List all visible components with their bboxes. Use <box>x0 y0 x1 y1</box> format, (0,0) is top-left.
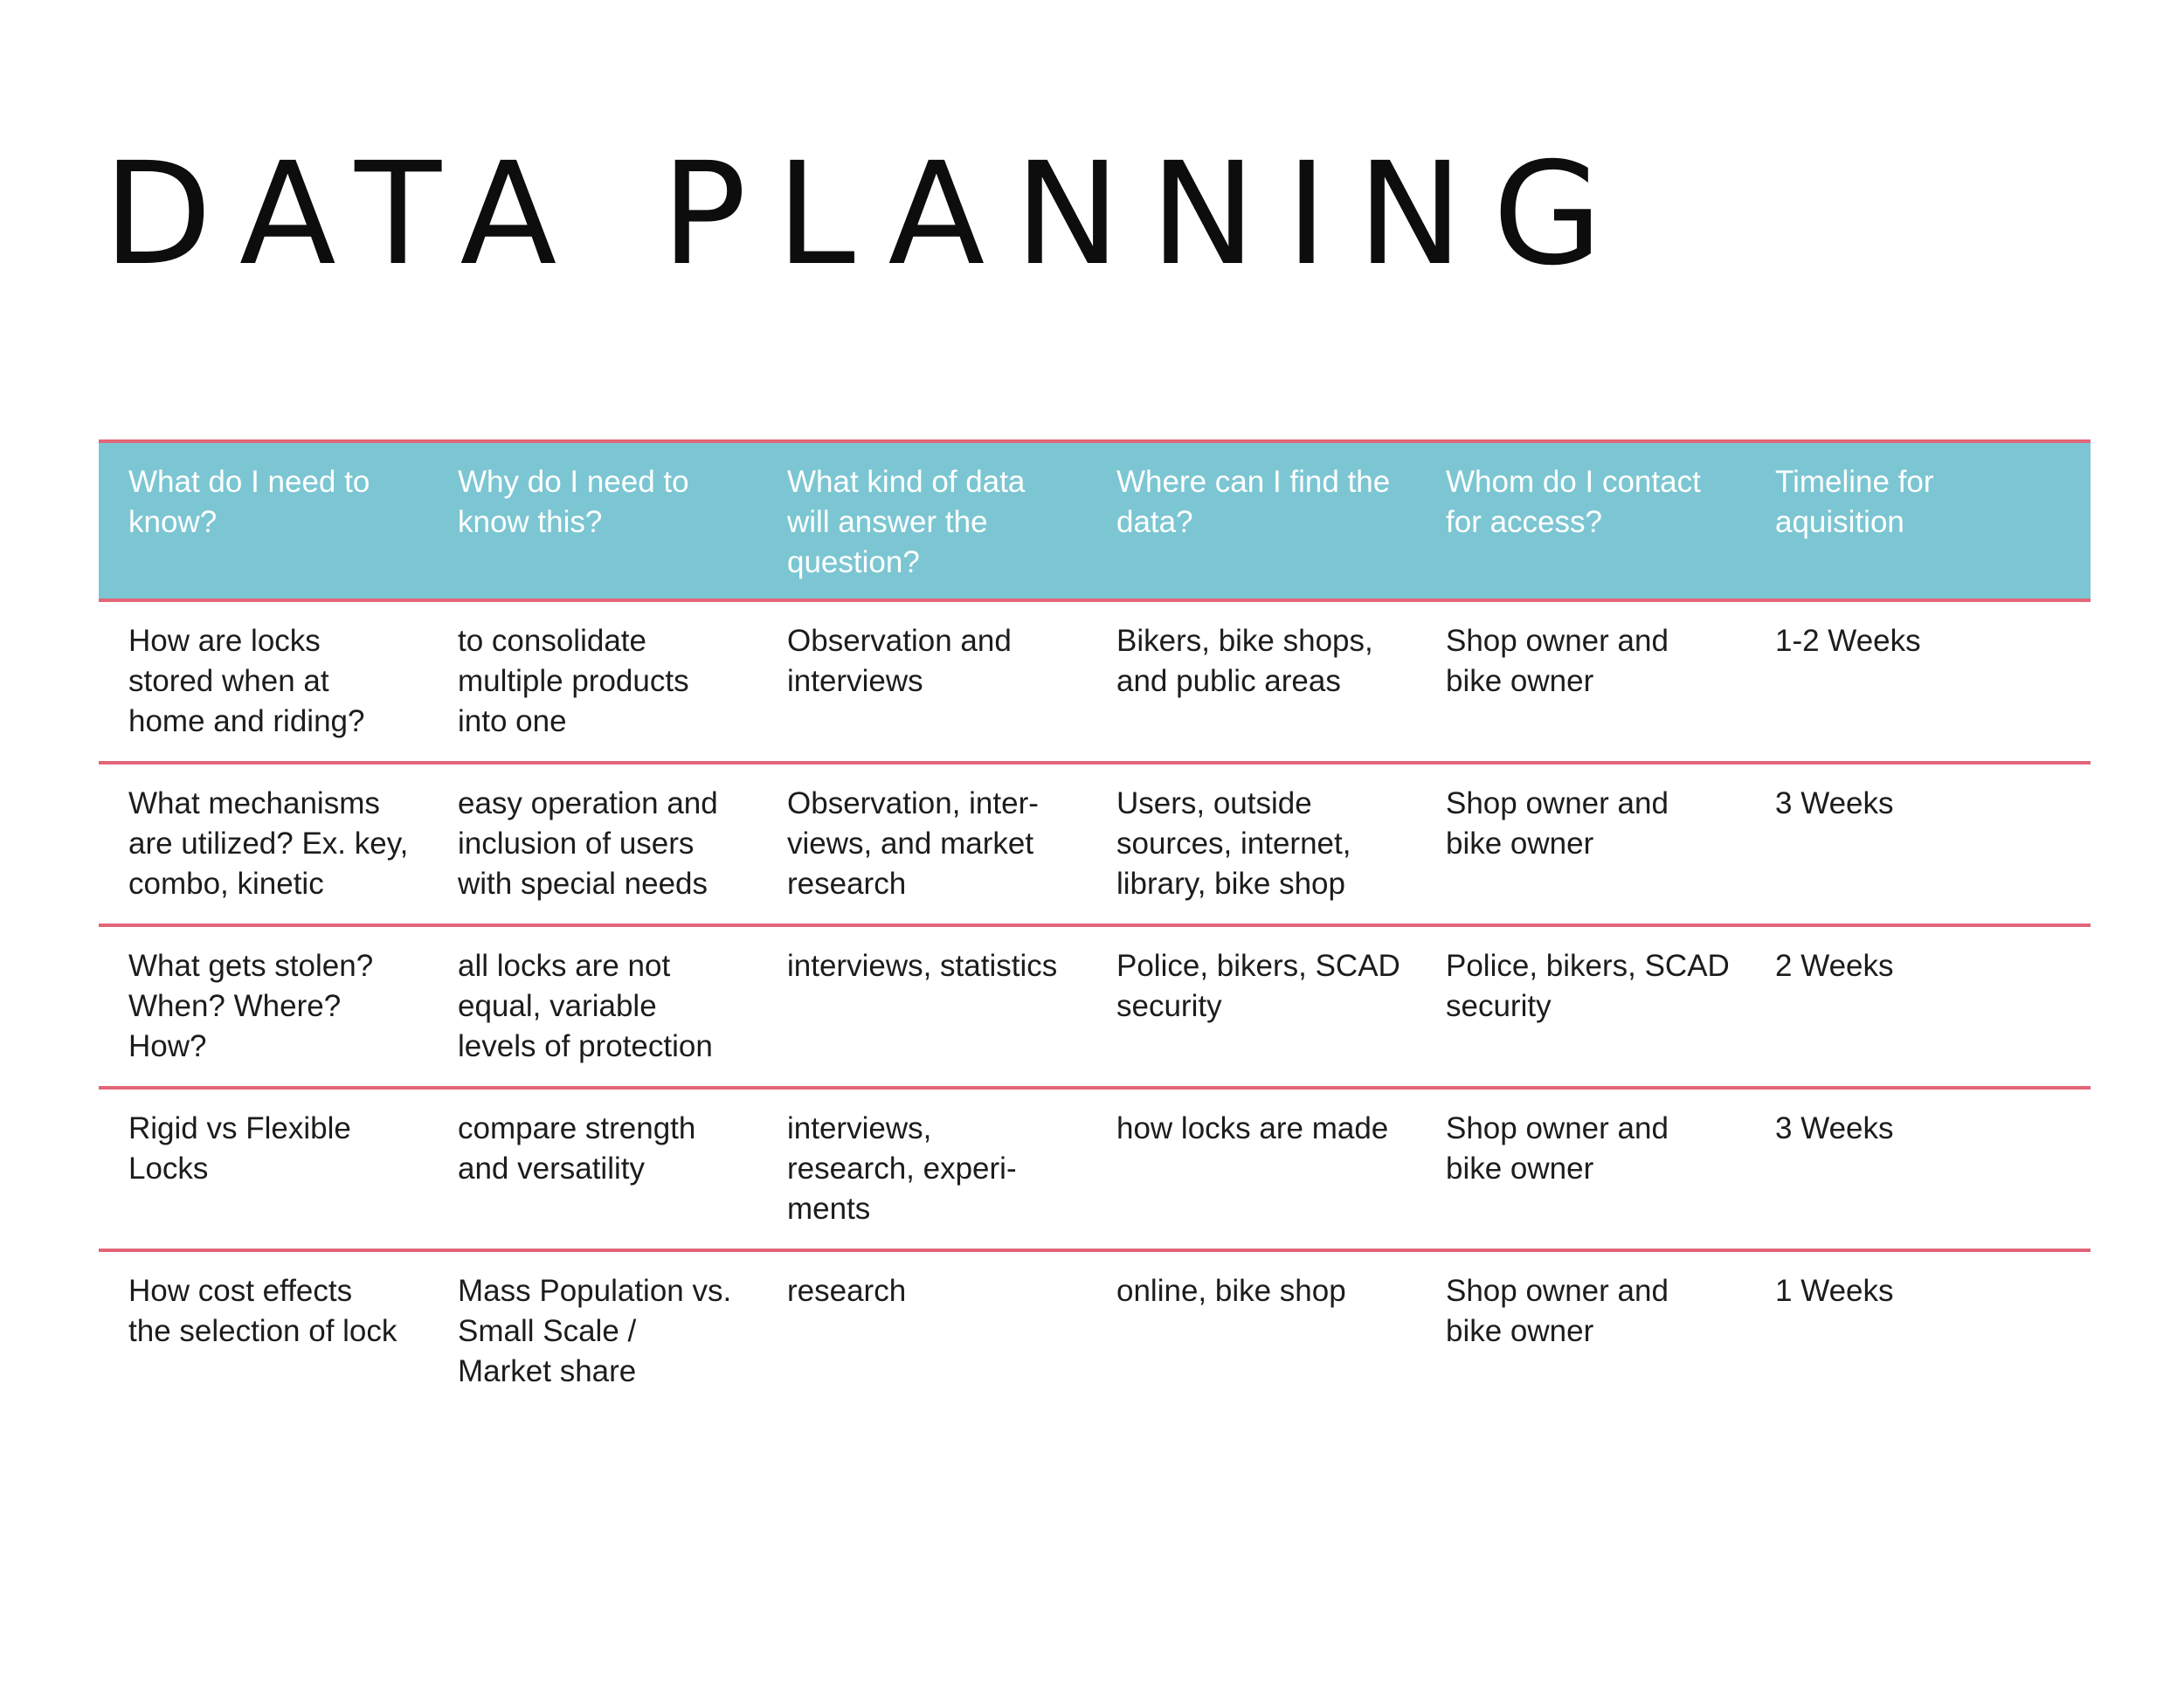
table-cell: 1-2 Weeks <box>1775 624 1921 658</box>
table-cell: 2 Weeks <box>1775 949 1894 983</box>
table-cell: Police, bikers, SCAD security <box>1116 949 1400 1023</box>
header-timeline: Timeline for aquisition <box>1775 465 1934 539</box>
table-cell: Shop owner and bike owner <box>1446 786 1669 861</box>
table-cell: easy operation and inclusion of users with special needs <box>458 786 718 901</box>
table-cell: What mechanisms are utilized? Ex. key, combo, kinetic <box>128 786 409 901</box>
table-cell: Rigid vs Flexible Locks <box>128 1111 351 1186</box>
table-cell: Shop owner and bike owner <box>1446 1274 1669 1348</box>
table-row <box>99 1090 2091 1252</box>
header-where-find: Where can I find the data? <box>1116 465 1391 539</box>
table-row <box>99 764 2091 927</box>
table-cell: Mass Population vs. Small Scale / Market share <box>458 1274 732 1388</box>
table-cell: online, bike shop <box>1116 1274 1346 1308</box>
table-cell: Shop owner and bike owner <box>1446 1111 1669 1186</box>
table-cell: 3 Weeks <box>1775 1111 1894 1145</box>
header-why-know: Why do I need to know this? <box>458 465 689 539</box>
table-cell: Observation and interviews <box>787 624 1012 698</box>
data-planning-table <box>99 439 2091 1415</box>
table-cell: to consolidate multiple products into one <box>458 624 689 738</box>
table-cell: interviews, research, experi- ments <box>787 1111 1017 1226</box>
table-cell: interviews, statistics <box>787 949 1058 983</box>
table-cell: Shop owner and bike owner <box>1446 624 1669 698</box>
table-cell: all locks are not equal, variable levels of protection <box>458 949 713 1063</box>
table-cell: 3 Weeks <box>1775 786 1894 820</box>
table-cell: 1 Weeks <box>1775 1274 1894 1308</box>
table-header-row <box>99 439 2091 602</box>
table-cell: compare strength and versatility <box>458 1111 696 1186</box>
table-row <box>99 927 2091 1090</box>
table-cell: Police, bikers, SCAD security <box>1446 949 1730 1023</box>
table-cell: Users, outside sources, internet, library, bike shop <box>1116 786 1351 901</box>
header-whom-contact: Whom do I contact for access? <box>1446 465 1701 539</box>
table-cell: Observation, inter- views, and market research <box>787 786 1039 901</box>
table-cell: How cost effects the selection of lock <box>128 1274 397 1348</box>
table-row <box>99 1252 2091 1415</box>
table-cell: research <box>787 1274 907 1308</box>
header-data-kind: What kind of data will answer the question? <box>787 465 1026 579</box>
table-cell: How are locks stored when at home and riding? <box>128 624 365 738</box>
header-what-to-know: What do I need to know? <box>128 465 370 539</box>
table-cell: Bikers, bike shops, and public areas <box>1116 624 1373 698</box>
table-cell: how locks are made <box>1116 1111 1389 1145</box>
page-title: DATA PLANNING <box>103 133 1633 297</box>
table-row <box>99 602 2091 764</box>
table-cell: What gets stolen? When? Where? How? <box>128 949 374 1063</box>
